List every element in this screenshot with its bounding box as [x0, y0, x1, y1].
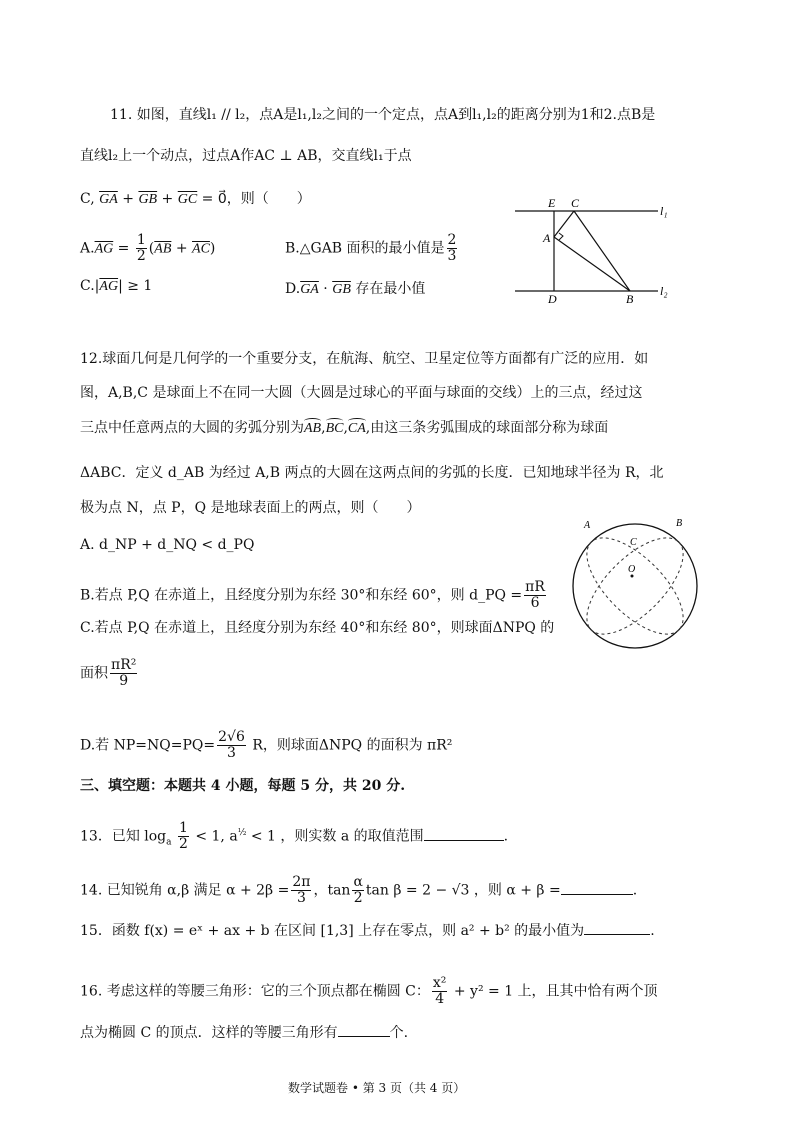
q11-option-c: $C.|\overline{AG}| \ge 1$ [80, 278, 153, 294]
fig11-label-b: B [626, 292, 634, 303]
q12-option-b: B.若点 P,Q 在赤道上，且经度分别为东经 30°和东经 60°，则 d_PQ = $\frac{\pi R}{6}$ [80, 579, 545, 611]
q12-line3: 三点中任意两点的大圆的劣弧分别为AB,BC,CA,由这三条劣弧围成的球面部分称为球面 [80, 420, 609, 436]
q12-line2: 图，A,B,C 是球面上不在同一大圆（大圆是过球心的平面与球面的交线）上的三点，经过这 [80, 385, 643, 401]
fig12-label-b: B [676, 518, 683, 529]
fig11-label-l2: l₂ [660, 284, 668, 298]
fig11-label-d: D [548, 292, 557, 303]
q16-line1: 16. 考虑这样的等腰三角形：它的三个顶点都在椭圆 C： $\frac{\text{x²}}{4}$ + y² = 1 上，且其中恰有两个顶 [80, 975, 658, 1007]
page-footer: 数学试题卷 • 第 3 页（共 4 页） [288, 1081, 466, 1095]
fig12-label-c: C [630, 537, 637, 548]
q16-line2: 点为椭圆 C 的顶点．这样的等腰三角形有 个. [80, 1025, 409, 1041]
fig12-label-o: O [628, 564, 636, 575]
q11-line3: C, $\overline{GA} + \overline{GB} + \overline{GC}$ = 0⃗，则（ ） [80, 191, 311, 207]
q11-line2: 直线l₂上一个动点，过点A作AC ⊥ AB，交直线l₁于点 [80, 148, 412, 164]
fig12-label-a: A [584, 520, 591, 531]
section-3-heading: 三、填空题：本题共 4 小题，每题 5 分，共 20 分. [80, 778, 406, 794]
q14: 14. 已知锐角 α,β 满足 α + 2β = $\frac{2\pi}{3}$ ，tan $\frac{\alpha}{2}$ tan β = 2 − √3 ，则 α + β = . [80, 874, 638, 906]
q12-line1: 12.球面几何是几何学的一个重要分支，在航海、航空、卫星定位等方面都有广泛的应用．如 [80, 351, 649, 367]
q11-option-b: B.△GAB 面积的最小值是 $\frac{2}{3}$ [285, 232, 457, 264]
q13: 13．已知 $\log_a$ $\frac{1}{2}$ < 1, $a^{\frac{1}{2}} < 1$ ，则实数 a 的取值范围 . [80, 820, 509, 852]
q11-option-a: $A.\overline{AG}$ = $\frac{1}{2}$ $(\overline{AB} + \overline{AC})$ [80, 232, 216, 264]
q16-answer-blank[interactable] [338, 1036, 390, 1037]
q15-answer-blank[interactable] [584, 934, 650, 935]
q11-option-d: $D.\overline{GA} \cdot \overline{GB}$ 存在最小值 [285, 281, 426, 297]
q12-option-a: A. d_NP + d_NQ < d_PQ [80, 537, 255, 553]
fig11-label-l1: l₁ [660, 204, 668, 218]
q12-sphere-figure [568, 510, 708, 655]
q12-line5: 极为点 N，点 P，Q 是地球表面上的两点，则（ ） [80, 500, 421, 516]
q12-option-c: C.若点 P,Q 在赤道上，且经度分别为东经 40°和东经 80°，则球面ΔNPQ 的 [80, 620, 555, 636]
q11-line1: 11. 如图，直线l₁ // l₂，点A是l₁,l₂之间的一个定点，点A到l₁,l₂的距离分别为1和2.点B是 [110, 107, 656, 123]
fig11-label-a: A [543, 231, 551, 245]
q13-answer-blank[interactable] [424, 840, 504, 841]
q12-option-d: D.若 NP=NQ=PQ= $\frac{2√6}{3}$ R，则球面ΔNPQ 的面积为 πR² [80, 729, 453, 761]
q12-line4: ΔABC．定义 d_AB 为经过 A,B 两点的大圆在这两点间的劣弧的长度．已知地球半径为 R，北 [80, 465, 664, 481]
q11-figure [510, 193, 680, 303]
q15: 15．函数 f(x) = eˣ + ax + b 在区间 [1,3] 上存在零点，则 a² + b² 的最小值为 . [80, 923, 655, 939]
q14-answer-blank[interactable] [561, 894, 633, 895]
fig11-label-e: E [548, 196, 556, 210]
q12-option-c-line2: 面积 $\frac{\text{πR²}}{9}$ [80, 657, 137, 689]
fig11-label-c: C [571, 196, 580, 210]
